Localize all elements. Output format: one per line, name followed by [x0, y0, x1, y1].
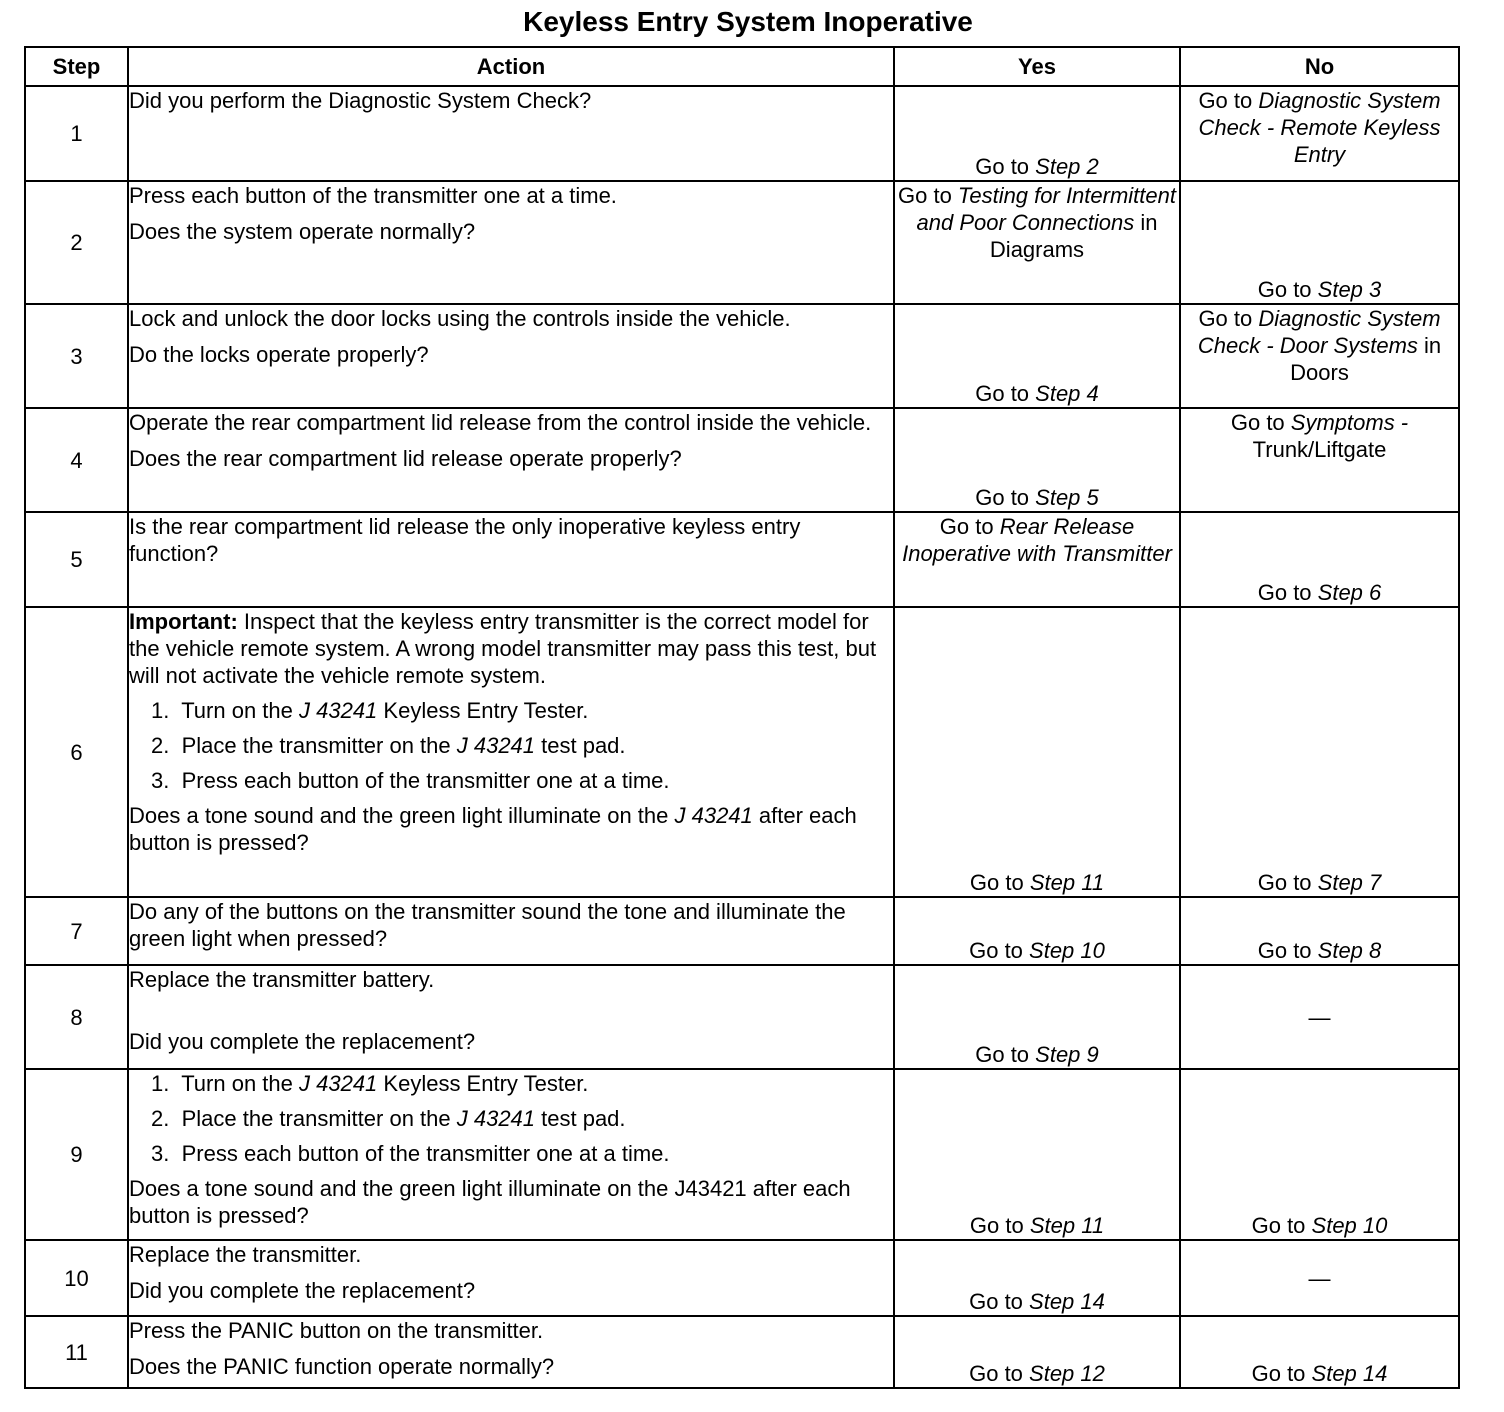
yes-cell: Go to Step 2	[894, 86, 1180, 181]
action-instruction: Press the PANIC button on the transmitter.	[129, 1318, 544, 1343]
step-number: 3	[25, 304, 128, 408]
procedure-link[interactable]: Testing for Intermittent and Poor Connections	[916, 183, 1176, 235]
yes-cell: Go to Step 14	[894, 1240, 1180, 1316]
table-row	[25, 408, 1459, 512]
procedure-list	[129, 1070, 893, 1167]
no-cell: Go to Step 14	[1180, 1316, 1459, 1388]
action-cell	[128, 1316, 894, 1388]
action-instruction: Press each button of the transmitter one at a time.	[129, 183, 617, 208]
step-link[interactable]: Step 8	[1317, 938, 1382, 963]
step-link[interactable]: Step 14	[1311, 1361, 1388, 1386]
action-instruction: Lock and unlock the door locks using the controls inside the vehicle.	[129, 306, 791, 331]
action-question: Does the PANIC function operate normally?	[129, 1354, 555, 1379]
diagnostic-table	[24, 46, 1460, 1389]
step-link[interactable]: Step 11	[1029, 870, 1105, 895]
action-instruction: Replace the transmitter battery.	[129, 967, 435, 992]
yes-cell: Go to Step 12	[894, 1316, 1180, 1388]
table-row	[25, 304, 1459, 408]
step-link[interactable]: Step 10	[1311, 1213, 1388, 1238]
procedure-link[interactable]: Diagnostic System Check - Remote Keyless Entry	[1198, 88, 1441, 167]
header-action: Action	[128, 47, 894, 86]
action-cell	[128, 1069, 894, 1240]
table-row	[25, 965, 1459, 1069]
step-number: 7	[25, 897, 128, 965]
action-question: Is the rear compartment lid release the only inoperative keyless entry function?	[129, 514, 801, 566]
step-link[interactable]: Step 6	[1317, 580, 1382, 605]
step-link[interactable]: Step 9	[1035, 1042, 1099, 1067]
no-cell: Go to Diagnostic System Check - Door Systems in Doors	[1180, 304, 1459, 408]
list-item: 1. Turn on the J 43241 Keyless Entry Tester.	[151, 1071, 589, 1096]
step-link[interactable]: Step 12	[1029, 1361, 1105, 1386]
step-number: 9	[25, 1069, 128, 1240]
list-item: 3. Press each button of the transmitter one at a time.	[151, 1141, 670, 1166]
step-link[interactable]: Step 4	[1035, 381, 1099, 406]
yes-cell: Go to Step 11	[894, 1069, 1180, 1240]
step-number: 2	[25, 181, 128, 304]
no-cell: Go to Step 3	[1180, 181, 1459, 304]
list-item: 1. Turn on the J 43241 Keyless Entry Tester.	[151, 698, 589, 723]
yes-cell: Go to Step 9	[894, 965, 1180, 1069]
list-item: 3. Press each button of the transmitter one at a time.	[151, 768, 670, 793]
action-question: Do any of the buttons on the transmitter sound the tone and illuminate the green light when pressed?	[129, 899, 846, 951]
table-row	[25, 181, 1459, 304]
step-link[interactable]: Step 2	[1035, 154, 1099, 179]
table-row	[25, 1069, 1459, 1240]
step-number: 4	[25, 408, 128, 512]
yes-cell: Go to Rear Release Inoperative with Transmitter	[894, 512, 1180, 607]
table-row	[25, 512, 1459, 607]
step-number: 1	[25, 86, 128, 181]
step-link[interactable]: Step 14	[1029, 1289, 1105, 1314]
action-cell	[128, 897, 894, 965]
no-cell: Go to Step 8	[1180, 897, 1459, 965]
action-question: Did you complete the replacement?	[129, 1278, 476, 1303]
action-instruction: Operate the rear compartment lid release from the control inside the vehicle.	[129, 410, 872, 435]
step-link[interactable]: Step 3	[1317, 277, 1382, 302]
action-question: Did you perform the Diagnostic System Check?	[129, 88, 592, 113]
table-row	[25, 1316, 1459, 1388]
action-cell	[128, 965, 894, 1069]
yes-cell: Go to Step 5	[894, 408, 1180, 512]
action-question: Does the rear compartment lid release operate properly?	[129, 446, 682, 471]
table-row	[25, 86, 1459, 181]
no-cell: Go to Step 10	[1180, 1069, 1459, 1240]
action-cell	[128, 86, 894, 181]
action-cell	[128, 607, 894, 897]
step-link[interactable]: Step 11	[1029, 1213, 1105, 1238]
step-link[interactable]: Step 10	[1029, 938, 1105, 963]
action-question: Does a tone sound and the green light illuminate on the J43421 after each button is pressed?	[129, 1176, 851, 1228]
action-question: Does a tone sound and the green light illuminate on the J 43241 after each button is pressed?	[129, 803, 857, 855]
table-row	[25, 607, 1459, 897]
action-cell	[128, 304, 894, 408]
step-number: 11	[25, 1316, 128, 1388]
no-cell: Go to Symptoms - Trunk/Liftgate	[1180, 408, 1459, 512]
list-item: 2. Place the transmitter on the J 43241 test pad.	[151, 1106, 626, 1131]
step-number: 8	[25, 965, 128, 1069]
step-link[interactable]: Step 5	[1035, 485, 1099, 510]
action-cell	[128, 512, 894, 607]
action-question: Does the system operate normally?	[129, 219, 476, 244]
no-action-dash: —	[1308, 1004, 1331, 1030]
action-cell	[128, 1240, 894, 1316]
yes-cell: Go to Step 10	[894, 897, 1180, 965]
action-instruction: Replace the transmitter.	[129, 1242, 362, 1267]
header-step: Step	[25, 47, 128, 86]
yes-cell: Go to Step 11	[894, 607, 1180, 897]
page-title: Keyless Entry System Inoperative	[523, 6, 973, 37]
no-cell	[1180, 1240, 1459, 1316]
action-question: Do the locks operate properly?	[129, 342, 429, 367]
step-number: 5	[25, 512, 128, 607]
no-cell: Go to Step 6	[1180, 512, 1459, 607]
important-note: Important: Inspect that the keyless entry transmitter is the correct model for the vehicle remote system. A wrong model transmitter may pass this test, but will not activate the vehicle remote system.	[129, 609, 877, 688]
no-cell	[1180, 965, 1459, 1069]
list-item: 2. Place the transmitter on the J 43241 test pad.	[151, 733, 626, 758]
header-yes: Yes	[894, 47, 1180, 86]
yes-cell: Go to Step 4	[894, 304, 1180, 408]
procedure-link[interactable]: Symptoms -	[1290, 410, 1409, 435]
action-cell	[128, 181, 894, 304]
action-question: Did you complete the replacement?	[129, 1029, 476, 1054]
table-row	[25, 1240, 1459, 1316]
step-number: 10	[25, 1240, 128, 1316]
header-row	[25, 47, 1459, 86]
procedure-list	[129, 697, 893, 794]
procedure-link[interactable]: Diagnostic System Check - Door Systems	[1197, 306, 1441, 358]
action-cell	[128, 408, 894, 512]
step-number: 6	[25, 607, 128, 897]
table-row	[25, 897, 1459, 965]
no-cell: Go to Step 7	[1180, 607, 1459, 897]
no-action-dash: —	[1308, 1265, 1331, 1291]
procedure-link[interactable]: Rear Release Inoperative with Transmitter	[902, 514, 1172, 566]
yes-cell: Go to Testing for Intermittent and Poor Connections in Diagrams	[894, 181, 1180, 304]
step-link[interactable]: Step 7	[1317, 870, 1382, 895]
header-no: No	[1180, 47, 1459, 86]
no-cell: Go to Diagnostic System Check - Remote Keyless Entry	[1180, 86, 1459, 181]
